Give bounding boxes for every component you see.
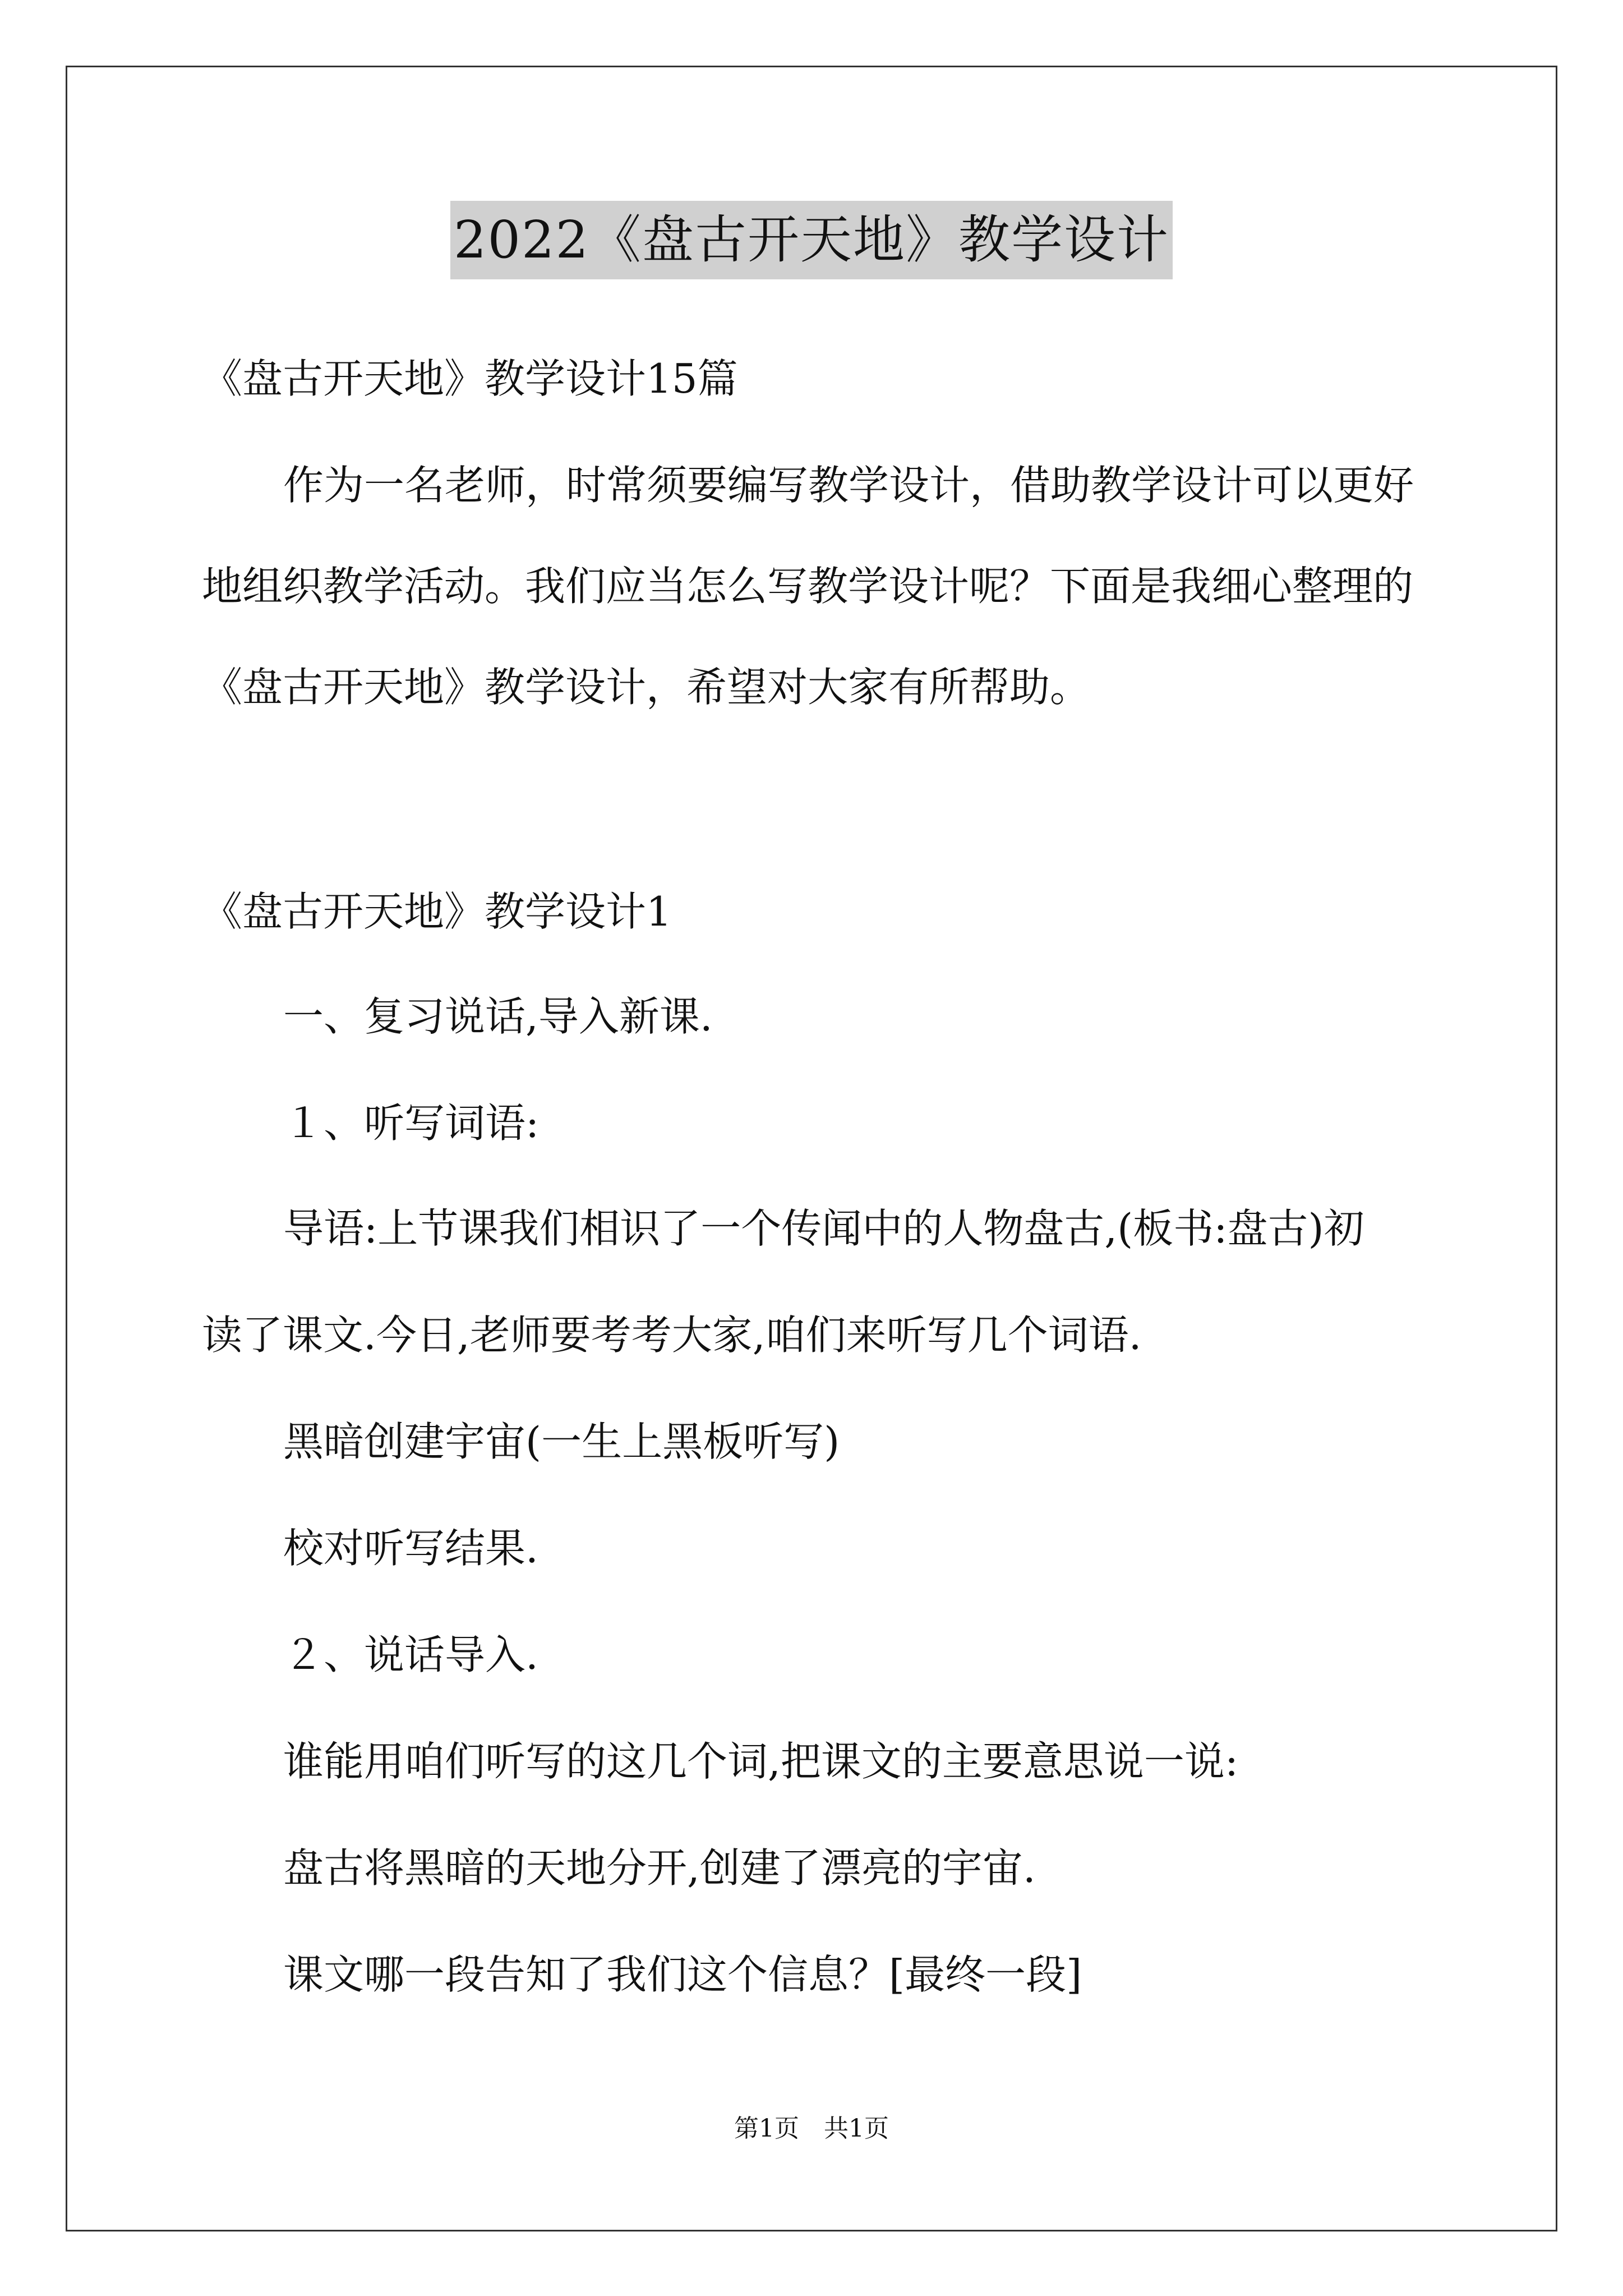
intro-paragraph-line-3: 《盘古开天地》教学设计，希望对大家有所帮助。 [202,664,1091,711]
intro-paragraph-line-1: 作为一名老师，时常须要编写教学设计，借助教学设计可以更好 [283,462,1414,509]
document-title: 2022《盘古开天地》教学设计 [450,201,1173,279]
question-line: 谁能用咱们听写的这几个词,把课文的主要意思说一说: [283,1738,1239,1785]
dictation-words: 黑暗创建宇宙(一生上黑板听写) [283,1418,840,1465]
page-footer: 第1页 共1页 [734,2114,889,2143]
answer-line: 盘古将黑暗的天地分开,创建了漂亮的宇宙. [283,1844,1036,1892]
guide-paragraph-line-2: 读了课文.今日,老师要考考大家,咱们来听写几个词语. [202,1312,1142,1359]
section-heading: 《盘古开天地》教学设计1 [202,888,672,935]
step-heading: 一、复习说话,导入新课. [283,993,713,1040]
sub-step-1: １、听写词语: [283,1099,540,1147]
sub-step-2: ２、说话导入. [283,1631,538,1678]
intro-paragraph-line-2: 地组织教学活动。我们应当怎么写教学设计呢？下面是我细心整理的 [202,563,1414,610]
guide-paragraph-line-1: 导语:上节课我们相识了一个传闻中的人物盘古,(板书:盘古)初 [283,1205,1364,1252]
question-line-2: 课文哪一段告知了我们这个信息？[最终一段] [283,1951,1082,1998]
check-results: 校对听写结果. [283,1525,538,1572]
subtitle-line: 《盘古开天地》教学设计15篇 [202,355,738,402]
document-title-wrapper [0,201,1623,279]
